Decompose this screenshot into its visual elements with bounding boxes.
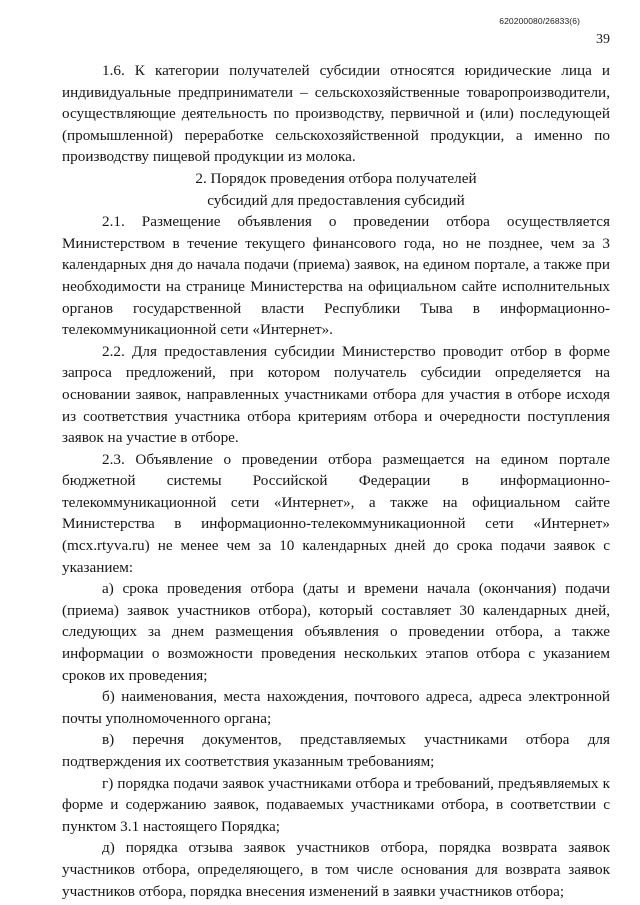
list-item-d: д) порядка отзыва заявок участников отбора, порядка возврата заявок участников отбора, определяющего, в том числе основания для возврата заявок участников отбора, порядка внесения изменений в заявки участников отбора; bbox=[62, 839, 610, 900]
list-item-b: б) наименования, места нахождения, почтового адреса, адреса электронной почты уполномоченного органа; bbox=[62, 688, 610, 727]
section-heading-line-1: 2. Порядок проведения отбора получателей bbox=[195, 169, 477, 187]
list-item-g: г) порядка подачи заявок участниками отбора и требований, предъявляемых к форме и содержанию заявок, подаваемых участниками отбора, в соответствии с пунктом 3.1 настоящего Порядка; bbox=[62, 774, 610, 835]
paragraph-2-3: 2.3. Объявление о проведении отбора размещается на едином портале бюджетной системы Российской Федерации в информационно-телекоммуникационной сети «Интернет», а также на официальном сайте Министерства в информационно-телекоммуникационной сети «Интернет» (mcx.rtyva.ru) не менее чем за 10 календарных дней до срока подачи заявок с указанием: bbox=[62, 450, 610, 576]
paragraph-2-1: 2.1. Размещение объявления о проведении отбора осуществляется Министерством в течение текущего финансового года, но не позднее, чем за 3 календарных дня до начала подачи (приема) заявок, на едином портале, а также при необходимости на странице Министерства на официальном сайте исполнительных органов государственной власти Республики Тыва в информационно-телекоммуникационной сети «Интернет». bbox=[62, 213, 610, 339]
document-registration-number: 620200080/26833(6) bbox=[499, 16, 580, 26]
page-number: 39 bbox=[596, 32, 610, 47]
list-item-a: а) срока проведения отбора (даты и времени начала (окончания) подачи (приема) заявок участников отбора), который составляет 30 календарных дней, следующих за днем размещения объявления о проведении отбора, а также информации о возможности проведения нескольких этапов отбора с указанием сроков их проведения; bbox=[62, 580, 610, 684]
paragraph-2-2: 2.2. Для предоставления субсидии Министерство проводит отбор в форме запроса предложений, при котором получатель субсидии определяется на основании заявок, направленных участниками отбора для участия в отборе исходя из соответствия участника отбора критериям отбора и очередности поступления заявок на участие в отборе. bbox=[62, 342, 610, 447]
list-item-v: в) перечня документов, представляемых участниками отбора для подтверждения их соответствия указанным требованиям; bbox=[62, 731, 610, 770]
document-body bbox=[62, 60, 610, 902]
section-heading-line-2: субсидий для предоставления субсидий bbox=[207, 191, 465, 209]
section-heading bbox=[62, 168, 610, 211]
paragraph-1-6: 1.6. К категории получателей субсидии относятся юридические лица и индивидуальные предприниматели – сельскохозяйственные товаропроизводители, осуществляющие деятельность по производству, первичной и (или) последующей (промышленной) переработке сельскохозяйственной продукции, а именно по производству пищевой продукции из молока. bbox=[62, 62, 610, 166]
